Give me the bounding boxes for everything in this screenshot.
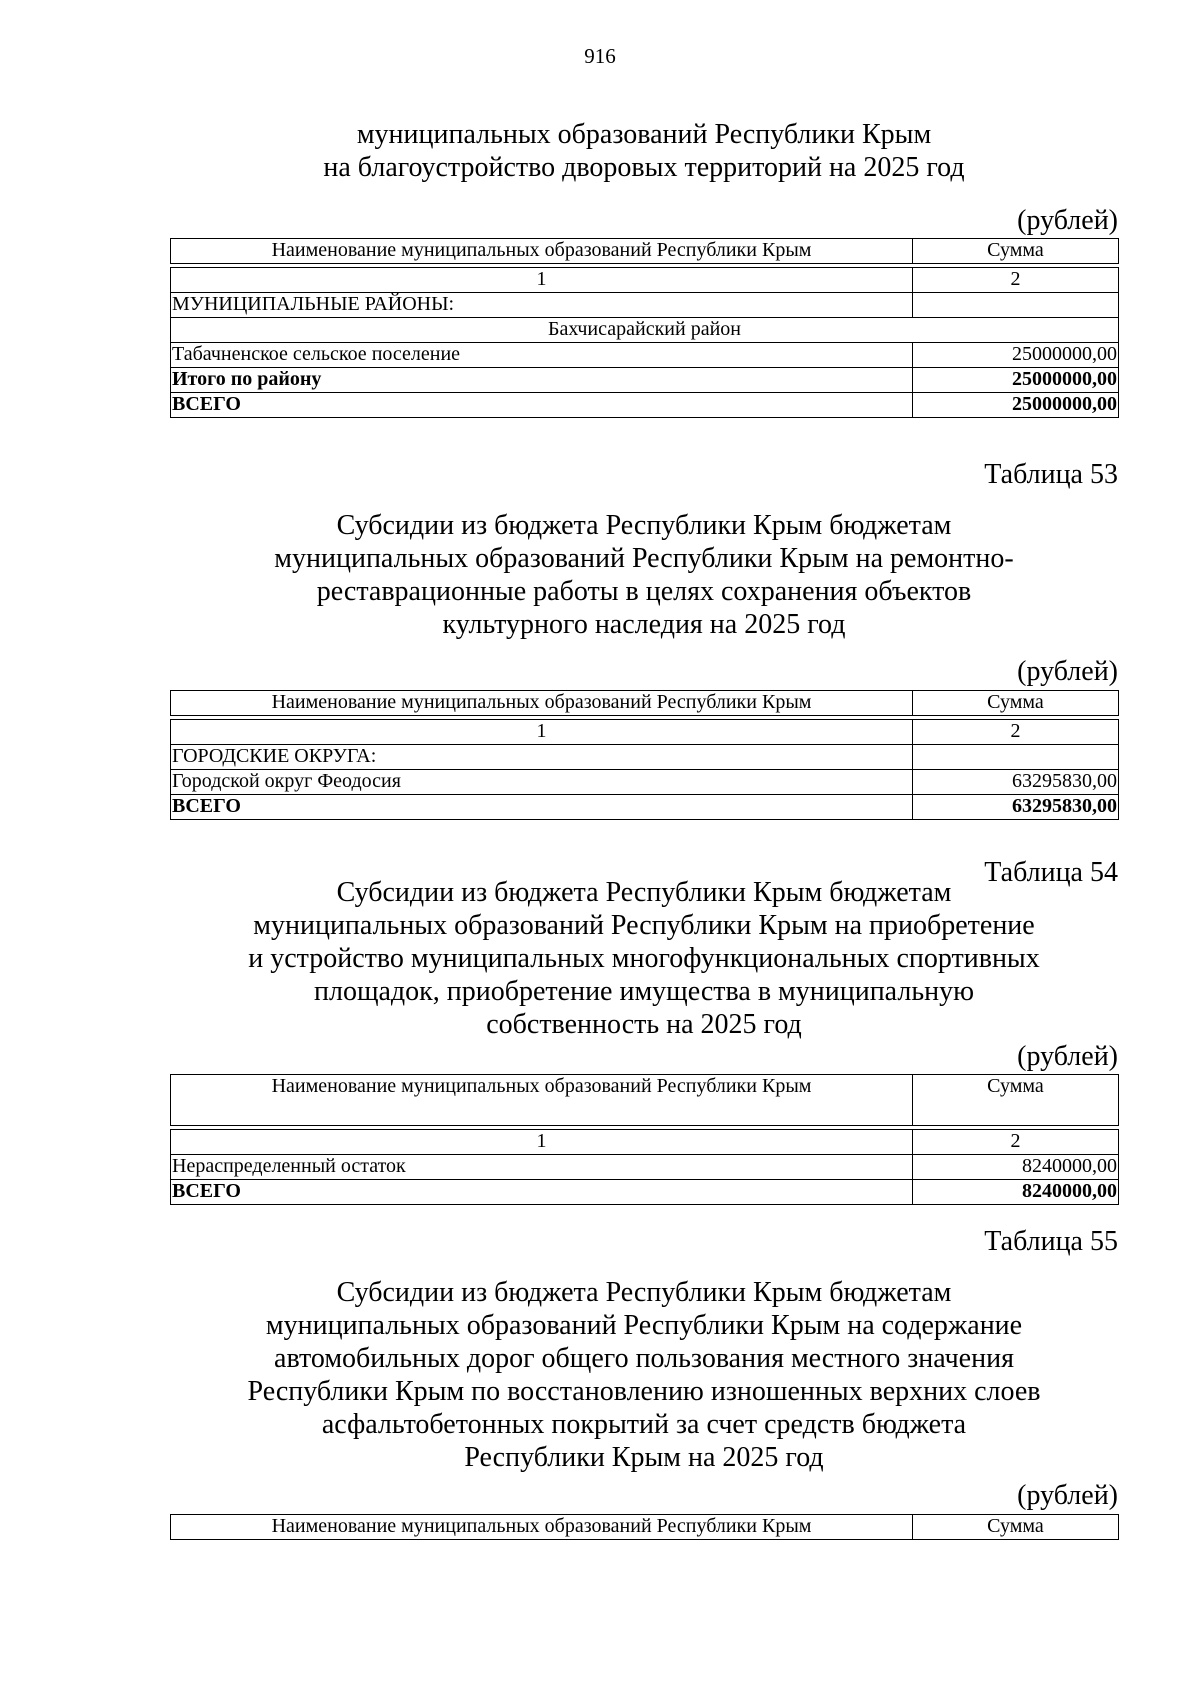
subtotal-name: Итого по району [171, 368, 913, 393]
table-header-row [171, 1075, 1119, 1126]
title-line: реставрационные работы в целях сохранения объектов [316, 576, 972, 607]
table-header-row [171, 691, 1119, 716]
row-sum: 63295830,00 [913, 770, 1119, 795]
table-55 [170, 1514, 1119, 1540]
row-name: Нераспределенный остаток [171, 1155, 913, 1180]
district-label: Бахчисарайский район [171, 318, 1119, 343]
subtotal-sum: 25000000,00 [913, 368, 1119, 393]
header-sum: Сумма [913, 1075, 1119, 1126]
title-line: собственность на 2025 год [486, 1009, 802, 1040]
row-sum: 25000000,00 [913, 343, 1119, 368]
title-line: муниципальных образований Республики Крым на ремонтно- [274, 543, 1014, 574]
total-sum: 8240000,00 [913, 1180, 1119, 1205]
title-line: на благоустройство дворовых территорий на 2025 год [323, 152, 965, 183]
section52-title [170, 118, 1118, 184]
table-row [171, 343, 1119, 368]
unit-label: (рублей) [1017, 656, 1118, 687]
title-line: Субсидии из бюджета Республики Крым бюджетам [336, 510, 952, 541]
unit-label: (рублей) [1017, 1041, 1118, 1072]
table-header-row [171, 239, 1119, 264]
table-52 [170, 238, 1119, 418]
page-number: 916 [584, 44, 616, 68]
table-54 [170, 1074, 1119, 1205]
colnum-1: 1 [171, 268, 913, 293]
table-header-row [171, 1515, 1119, 1540]
subtotal-row [171, 368, 1119, 393]
total-row [171, 1180, 1119, 1205]
table-53-label: Таблица 53 [984, 459, 1118, 490]
table-row [171, 293, 1119, 318]
section54-title [170, 876, 1118, 1041]
unit-label: (рублей) [1017, 1480, 1118, 1511]
total-sum: 25000000,00 [913, 393, 1119, 418]
total-row [171, 393, 1119, 418]
total-name: ВСЕГО [171, 1180, 913, 1205]
row-sum: 8240000,00 [913, 1155, 1119, 1180]
colnum-1: 1 [171, 1130, 913, 1155]
header-name: Наименование муниципальных образований Республики Крым [171, 691, 913, 716]
header-sum: Сумма [913, 1515, 1119, 1540]
table-row [171, 770, 1119, 795]
table-55-label: Таблица 55 [984, 1226, 1118, 1257]
title-line: Субсидии из бюджета Республики Крым бюджетам [336, 1277, 952, 1308]
table-row [171, 745, 1119, 770]
title-line: культурного наследия на 2025 год [442, 609, 846, 640]
column-number-row [171, 268, 1119, 293]
title-line: муниципальных образований Республики Крым на приобретение [253, 910, 1035, 941]
header-name: Наименование муниципальных образований Республики Крым [171, 1075, 913, 1126]
column-number-row [171, 720, 1119, 745]
row-name: Городской округ Феодосия [171, 770, 913, 795]
colnum-2: 2 [913, 720, 1119, 745]
table-54-label: Таблица 54 [984, 857, 1118, 888]
title-line: асфальтобетонных покрытий за счет средств бюджета [321, 1409, 967, 1440]
row-name: Табачненское сельское поселение [171, 343, 913, 368]
colnum-2: 2 [913, 1130, 1119, 1155]
header-name: Наименование муниципальных образований Республики Крым [171, 239, 913, 264]
table-row [171, 318, 1119, 343]
total-name: ВСЕГО [171, 393, 913, 418]
section53-title [170, 509, 1118, 641]
section55-title [170, 1276, 1118, 1474]
total-sum: 63295830,00 [913, 795, 1119, 820]
colnum-1: 1 [171, 720, 913, 745]
title-line: Субсидии из бюджета Республики Крым бюджетам [336, 877, 952, 908]
table-53 [170, 690, 1119, 820]
title-line: и устройство муниципальных многофункциональных спортивных [248, 943, 1040, 974]
total-name: ВСЕГО [171, 795, 913, 820]
title-line: муниципальных образований Республики Крым [356, 119, 932, 150]
header-sum: Сумма [913, 239, 1119, 264]
column-number-row [171, 1130, 1119, 1155]
title-line: автомобильных дорог общего пользования местного значения [274, 1343, 1014, 1374]
table-row [171, 1155, 1119, 1180]
title-line: муниципальных образований Республики Крым на содержание [265, 1310, 1023, 1341]
header-sum: Сумма [913, 691, 1119, 716]
colnum-2: 2 [913, 268, 1119, 293]
group-label: МУНИЦИПАЛЬНЫЕ РАЙОНЫ: [171, 293, 913, 318]
header-name: Наименование муниципальных образований Республики Крым [171, 1515, 913, 1540]
title-line: площадок, приобретение имущества в муниципальную [313, 976, 974, 1007]
total-row [171, 795, 1119, 820]
title-line: Республики Крым на 2025 год [464, 1442, 824, 1473]
title-line: Республики Крым по восстановлению изношенных верхних слоев [247, 1376, 1041, 1407]
group-label: ГОРОДСКИЕ ОКРУГА: [171, 745, 913, 770]
unit-label: (рублей) [1017, 205, 1118, 236]
